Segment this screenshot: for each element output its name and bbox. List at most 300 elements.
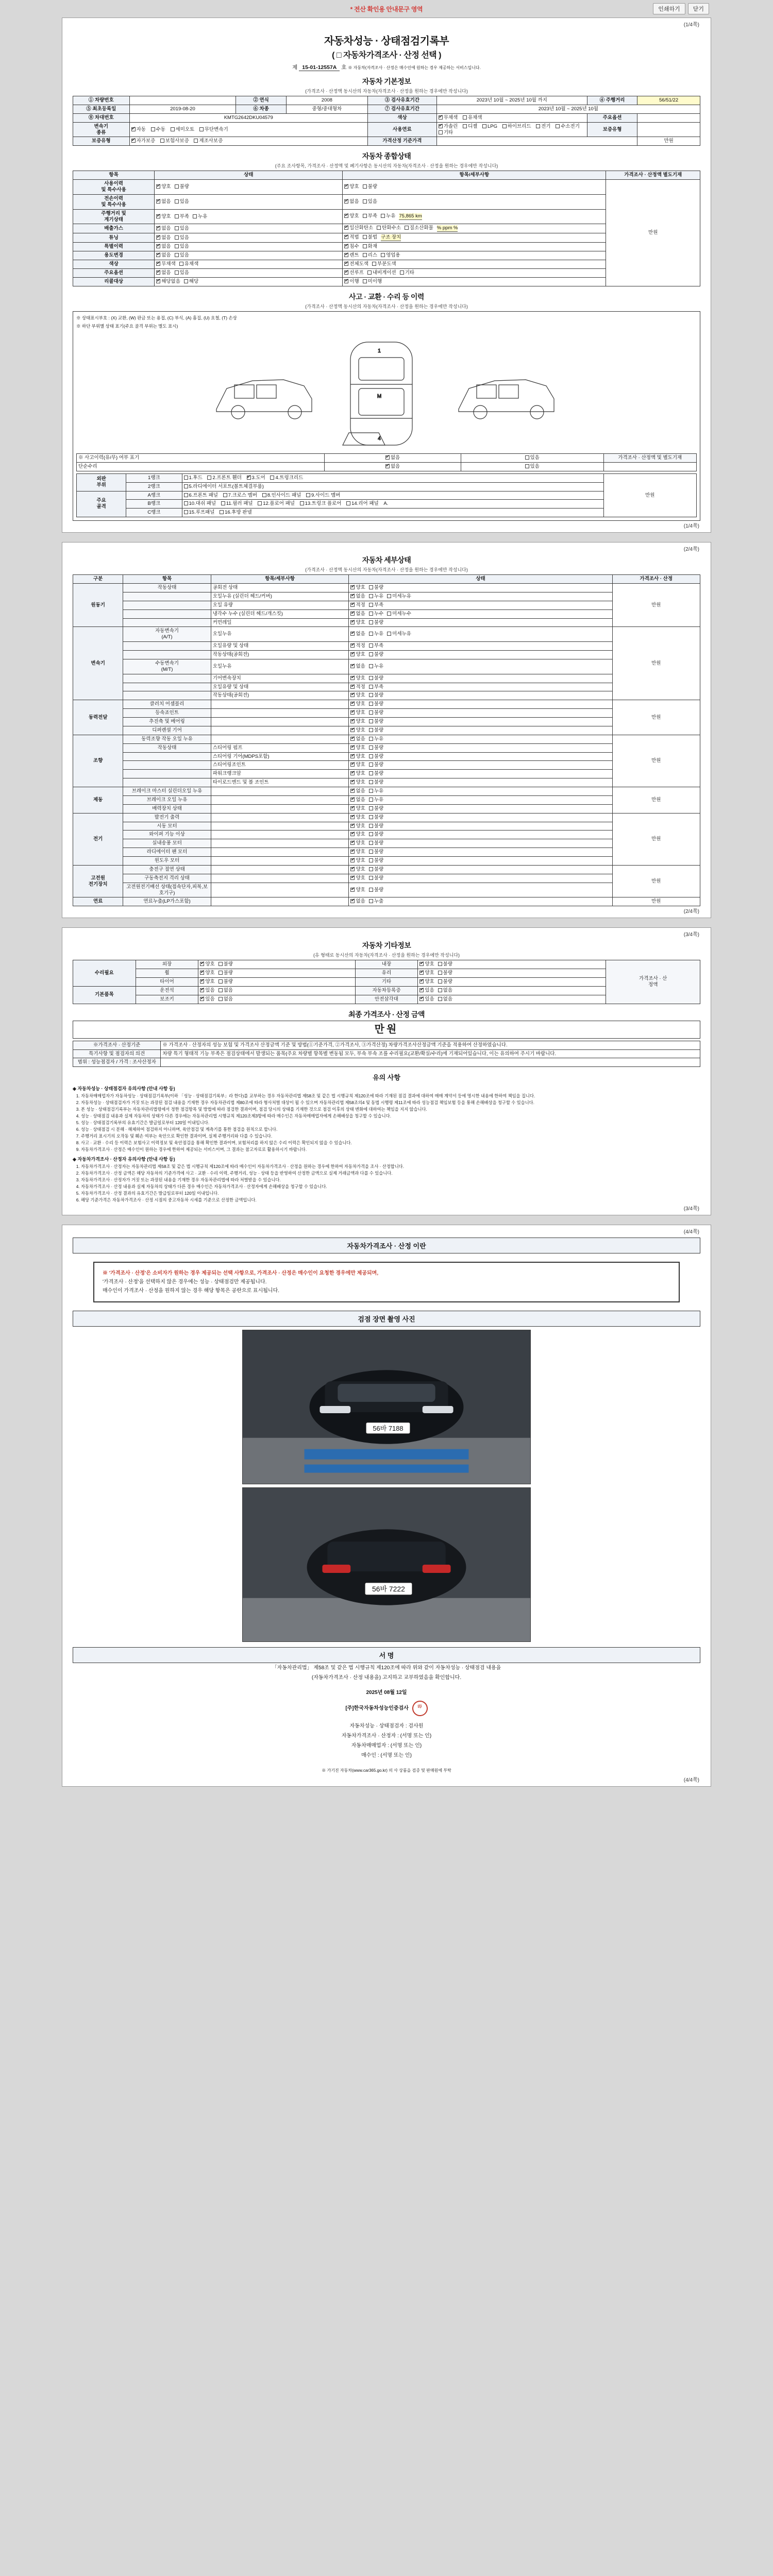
sign-rows — [73, 1721, 700, 1760]
option-item[interactable]: 불량 — [369, 779, 383, 786]
detail-item-sub — [211, 831, 349, 839]
option-item[interactable]: ✔ 없음 — [156, 252, 171, 259]
option-item[interactable]: 미세누유 — [387, 594, 411, 600]
option-item[interactable]: ✔ 양호 — [350, 754, 365, 760]
detail-item-sub: 오일누유 — [211, 627, 349, 642]
doc-no-label: 제 — [292, 64, 298, 71]
print-button[interactable]: 인쇄하기 — [653, 3, 685, 14]
detail-item-sub — [211, 787, 349, 796]
detail-item-options — [349, 601, 612, 609]
signature-block — [73, 1663, 700, 1774]
cell-label: ⑥ 차종 — [236, 105, 286, 113]
option-item[interactable]: 누유 — [369, 736, 383, 742]
table-row — [73, 839, 700, 848]
sign-line-1: 「자동차관리법」 제58조 및 같은 법 시행규칙 제120조에 따라 위와 같이 자동차성능 · 상태점검 내용을 — [272, 1665, 501, 1671]
cell-value — [436, 137, 637, 146]
detail-item-sub — [211, 813, 349, 822]
close-button[interactable]: 닫기 — [688, 3, 709, 14]
option-item[interactable]: ✔ 양호 — [350, 832, 365, 838]
option-item[interactable]: 불량 — [369, 771, 383, 777]
table-row — [73, 718, 700, 726]
cell-value: 2023년 10월 ~ 2025년 10월 — [436, 105, 700, 113]
detail-item-name — [123, 752, 211, 761]
detail-item-options — [349, 883, 612, 897]
page-2 — [62, 542, 711, 918]
sign-company-label: [주]한국자동차성능인증검사 — [345, 1706, 409, 1712]
option-item[interactable]: 불량 — [369, 840, 383, 846]
option-item[interactable]: ✔ 없음 — [350, 797, 365, 803]
option-item[interactable]: 불량 — [369, 832, 383, 838]
rank-items: 5.라디에이터 서포트(볼트체결부품) — [182, 482, 603, 491]
option-item[interactable]: 미이행 — [363, 279, 382, 285]
sign-role: 자동차매매업자 — [351, 1743, 386, 1749]
option-item[interactable]: ✔ 없음 — [350, 594, 365, 600]
final-price-table — [73, 1021, 700, 1039]
sign-row: 자동차가격조사 · 산정자 : (서명 또는 인) — [341, 1733, 432, 1739]
detail-price-cell: 만원 — [612, 700, 700, 735]
notice-item: 1. 자동차매매업자가 자동차성능 · 상태점검기록부(이하 「성능 · 상태점검기록부」라 한다)를 교부하는 경우 자동차관리법 제58조 및 같은 법 시행규칙 제120조에 따라 기재된 점검 결과에 대하여 매매 계약서 등에 명시한 내용에 한하여 책임을 집니다. — [81, 1093, 700, 1099]
option-item[interactable]: ✔ 양호 — [344, 184, 359, 190]
sign-role: 매수인 — [361, 1753, 377, 1759]
section-title-price: 최종 가격조사 · 산정 금액 — [348, 1010, 425, 1019]
option-item[interactable]: ✔ 양호 — [350, 620, 365, 626]
detail-item-sub: 타이로드엔드 및 볼 조인트 — [211, 778, 349, 787]
etc-options: ✔ 양호 불량 — [198, 978, 355, 987]
detail-item-options — [349, 865, 612, 874]
row-state-options — [155, 209, 343, 224]
detail-item-name — [123, 683, 211, 691]
table-row — [73, 609, 700, 618]
row-state-options — [155, 243, 343, 251]
option-item[interactable]: ✔ 침수 — [344, 244, 359, 250]
option-item[interactable]: 불량 — [175, 184, 189, 190]
option-item[interactable]: ✔ 이행 — [344, 279, 359, 285]
option-item[interactable]: 누유 — [369, 664, 383, 670]
sign-footer: ※ 가기진 자동차(www.car365.go.kr) 의 사 상품을 검증 및 판매원에 부탁 — [322, 1768, 451, 1773]
page-mark-2-bottom: (2/4쪽) — [683, 909, 699, 915]
table-row — [77, 454, 697, 463]
cell-label: ③ 검사유효기간 — [367, 96, 436, 105]
detail-group-label: 조향 — [73, 735, 123, 787]
cell-value — [129, 96, 236, 105]
cell-label: 휠 — [136, 969, 198, 978]
cell-value — [637, 113, 700, 122]
detail-group-label: 변속기 — [73, 627, 123, 700]
option-item[interactable]: ✔ 양호 — [344, 213, 359, 219]
table-row — [73, 770, 700, 778]
option-item[interactable]: 기타 — [400, 270, 414, 276]
detail-item-sub — [211, 857, 349, 866]
base-item-label: 기본품목 — [73, 986, 136, 1004]
option-item[interactable]: ✔ 양호 — [350, 858, 365, 864]
detail-group-label: 동력전달 — [73, 700, 123, 735]
option-item[interactable]: 불량 — [369, 849, 383, 855]
option-item[interactable]: 부족 — [369, 684, 383, 690]
row-category: 용도변경 — [73, 251, 155, 260]
table-row — [73, 627, 700, 642]
sign-row: 자동차성능 · 상태점검자 : 검사원 — [349, 1723, 424, 1730]
parts-rank-table — [76, 473, 697, 517]
cell-label: ⑦ 검사유효기간 — [367, 105, 436, 113]
price-method-text: ※ 가격조사 · 산정자의 성능 보험 및 가격조사 산정금액 기준 및 방법(①기준가격, ②가격조사, ③가격산정) 차량가격조사산정금액 기준을 적용하여 산정하였습니다. — [161, 1041, 700, 1049]
detail-item-sub: 오일유량 및 상태 — [211, 642, 349, 651]
option-item[interactable]: ✔ 적법 — [344, 234, 359, 241]
option-item[interactable]: 불량 — [369, 762, 383, 768]
detail-item-name — [123, 651, 211, 659]
option-item[interactable]: ✔ 양호 — [350, 806, 365, 812]
detail-group-label: 연료 — [73, 897, 123, 906]
option-item[interactable]: 불법 — [363, 234, 377, 241]
option-item[interactable]: ✔ 양호 — [350, 585, 365, 591]
option-item[interactable]: 불량 — [369, 620, 383, 626]
detail-item-name — [123, 770, 211, 778]
rank-label: A랭크 — [126, 491, 182, 500]
detail-item-options — [349, 804, 612, 813]
table-row — [73, 1049, 700, 1058]
detail-group-label: 원동기 — [73, 584, 123, 627]
option-item[interactable]: ✔ 양호 — [350, 762, 365, 768]
option-item[interactable]: ✔ 양호 — [350, 692, 365, 699]
detail-item-sub — [211, 795, 349, 804]
cell-value: 2023년 10월 ~ 2025년 10월 까지 — [436, 96, 587, 105]
doc-no-value: 15-01-12557A — [299, 64, 340, 71]
cell-label-option: 주요옵션 — [587, 113, 637, 122]
option-item[interactable]: 있음 — [363, 199, 377, 205]
detail-item-name: 라디에이터 팬 모터 — [123, 848, 211, 857]
option-item[interactable]: 불량 — [369, 887, 383, 893]
page-mark-1: (1/4쪽) — [683, 22, 699, 28]
table-row — [73, 857, 700, 866]
option-item[interactable]: 있음 — [175, 252, 189, 259]
cell-label-trans: 변속기 종류 — [73, 122, 130, 137]
rank-label: B랭크 — [126, 500, 182, 509]
detail-item-options — [349, 618, 612, 627]
detail-item-sub: 기어변속장치 — [211, 674, 349, 683]
table-row — [73, 1058, 700, 1067]
table-row — [77, 462, 697, 471]
option-item[interactable]: 미세누수 — [387, 611, 411, 617]
option-item[interactable]: ✔ 양호 — [350, 867, 365, 873]
notice-item: 3. 본 성능 · 상태점검기록부는 자동차관리법령에서 정한 점검항목 및 방법에 따라 점검한 결과이며, 점검 당시의 상태를 기재한 것으로 점검 이후의 상태 변화에 대하여는 책임을 지지 않습니다. — [81, 1106, 700, 1112]
table-row — [73, 618, 700, 627]
option-item[interactable]: ✔ 양호 — [350, 710, 365, 716]
etc-price-label: 가격조사 · 산 정액 — [606, 960, 700, 1004]
detail-item-sub — [211, 839, 349, 848]
table-row — [77, 473, 697, 482]
detail-item-options — [349, 609, 612, 618]
option-item[interactable]: 화재 — [363, 244, 377, 250]
option-item[interactable]: 불량 — [369, 745, 383, 751]
option-item[interactable]: ✔ 양호 — [350, 745, 365, 751]
notice-list-performance — [73, 1093, 700, 1153]
option-item[interactable]: 누출 — [369, 899, 383, 905]
notice-list-price — [73, 1163, 700, 1203]
table-row — [73, 960, 700, 969]
page-title: 자동차성능 · 상태점검기록부 — [324, 36, 449, 47]
cell-unit: 만원 — [637, 137, 700, 146]
option-item[interactable]: 불량 — [369, 754, 383, 760]
detail-item-options — [349, 795, 612, 804]
accident-diagram-block — [73, 311, 700, 521]
sign-value: 검사원 — [408, 1723, 424, 1730]
etc-options: ✔ 양호 불량 — [418, 960, 606, 969]
row-category: 튜닝 — [73, 233, 155, 243]
table-row — [73, 761, 700, 770]
detail-price-cell: 만원 — [612, 787, 700, 814]
detail-item-options — [349, 752, 612, 761]
detail-item-sub — [211, 865, 349, 874]
option-item[interactable]: ✔ 렌트 — [344, 252, 359, 259]
notice-item: 6. 성능 · 상태점검 시 분해 · 해체하여 점검하지 아니하며, 육안점검 및 계측기를 통한 점검을 원칙으로 합니다. — [81, 1126, 700, 1132]
option-item[interactable]: ✔ 양호 — [350, 771, 365, 777]
detail-item-name — [123, 618, 211, 627]
option-item[interactable]: 불량 — [369, 858, 383, 864]
row-category: 전손이력 및 특수사용 — [73, 194, 155, 209]
option-item[interactable]: ✔ 없음 — [350, 736, 365, 742]
table-header-row — [73, 171, 700, 180]
detail-item-name: 브레이크 오일 누유 — [123, 795, 211, 804]
option-item[interactable]: ✔ 없음 — [350, 664, 365, 670]
detail-item-sub — [211, 700, 349, 709]
col-header: 항목/세부사항 — [211, 575, 349, 584]
option-item[interactable]: ✔ 양호 — [350, 652, 365, 658]
option-item[interactable]: ✔ 없음 — [156, 235, 171, 241]
sign-value: (서명 또는 인) — [380, 1753, 412, 1759]
detail-item-options — [349, 743, 612, 752]
option-item[interactable]: ✔ 없음 — [350, 631, 365, 637]
option-item[interactable]: ✔ 양호 — [350, 779, 365, 786]
table-row — [73, 584, 700, 592]
option-item[interactable]: ✔ 양호 — [350, 727, 365, 734]
table-header-row — [73, 575, 700, 584]
option-item[interactable]: ✔ 양호 — [350, 815, 365, 821]
option-item[interactable]: ✔ 적정 — [350, 602, 365, 608]
detail-item-options — [349, 718, 612, 726]
seal-stamp-icon: 印 — [411, 1700, 429, 1718]
table-row — [73, 831, 700, 839]
option-item[interactable]: 미세누유 — [387, 631, 411, 637]
special-note-text: 차량 특기 형태적 기능 부족은 점검상태에서 발생되는 품목(주요 차량별 항목별 변동됨 모두, 부속 부속 조를 수리필요(교환/확실/수리)에 기재되어있습니다, 이는 유의하여 주시기 바랍니다. — [161, 1049, 700, 1058]
cell-label-color: 색상 — [367, 113, 436, 122]
detail-item-options — [349, 683, 612, 691]
detail-item-name: 동력조향 작동 오일 누유 — [123, 735, 211, 743]
option-item[interactable]: ✔ 없음 — [350, 899, 365, 905]
option-item[interactable]: 불량 — [369, 823, 383, 829]
detail-item-name: 디퍼렌셜 기어 — [123, 726, 211, 735]
option-item[interactable]: 있음 — [175, 199, 189, 205]
detail-item-options — [349, 761, 612, 770]
svg-text:56바 7222: 56바 7222 — [372, 1585, 405, 1594]
overall-rows — [73, 180, 700, 286]
detail-item-name: 브레이크 마스터 실린더오일 누유 — [123, 787, 211, 796]
option-item[interactable]: 누유 — [369, 594, 383, 600]
notice-title: 유의 사항 — [373, 1074, 400, 1082]
option-item[interactable]: 탄화수소 — [377, 225, 401, 231]
cell-label: ② 연식 — [236, 96, 286, 105]
accident-summary-table — [76, 453, 697, 471]
detail-item-sub — [211, 822, 349, 831]
row-detail-options — [343, 233, 606, 243]
option-item[interactable]: ✔없음 — [156, 199, 171, 205]
doc-no-desc: ※ 자동차(자격조사 · 산정은 매수인에 원하는 경우 제공하는 서비스입니다. — [348, 65, 481, 70]
cell-label-standard: 가격산정 기준가격 — [367, 137, 436, 146]
simple-price — [603, 462, 696, 471]
option-item[interactable]: ✔ 없음 — [350, 611, 365, 617]
option-item[interactable]: ✔ 무채색 — [156, 261, 176, 267]
notice-item: 1. 자동차가격조사 · 산정자는 자동차관리법 제58조 및 같은 법 시행규칙 제120조에 따라 매수인이 자동차가격조사 · 산정을 원하는 경우에 한하여 자동차가격을 조사 · 산정합니다. — [81, 1163, 700, 1170]
option-item[interactable]: 영업용 — [381, 252, 400, 259]
detail-price-cell: 만원 — [612, 627, 700, 700]
detail-item-sub: 커먼레일 — [211, 618, 349, 627]
option-item[interactable]: ✔ 없음 — [156, 244, 171, 250]
table-row — [73, 113, 700, 122]
option-item[interactable]: 불량 — [369, 719, 383, 725]
ext-label: 외판 부위 — [77, 473, 126, 491]
price-amount: 만원 — [374, 1023, 399, 1035]
option-item[interactable]: ✔양호 — [156, 184, 171, 190]
option-item[interactable]: ✔ 양호 — [350, 875, 365, 882]
option-item[interactable]: 누유 — [369, 797, 383, 803]
detail-item-name: 구동축전지 격리 상태 — [123, 874, 211, 883]
detail-item-name: 발전기 출력 — [123, 813, 211, 822]
option-item[interactable]: ✔ 양호 — [350, 675, 365, 682]
col-header: 가격조사 · 산정 — [612, 575, 700, 584]
option-item[interactable]: 누수 — [369, 611, 383, 617]
photo-section-title: 검점 장면 촬영 사진 — [73, 1311, 700, 1327]
cell-label-warranty2: 보증유형 — [73, 137, 130, 146]
row-note: 75,865 km — [399, 213, 422, 219]
detail-item-sub — [211, 804, 349, 813]
sign-date: 2025년 08월 12일 — [366, 1690, 407, 1696]
car-diagram — [76, 332, 697, 450]
etc-options: ✔ 양호 불량 — [418, 969, 606, 978]
option-item[interactable]: ✔양호 — [156, 214, 171, 220]
option-item[interactable]: 있음 — [175, 226, 189, 232]
overall-state-table — [73, 171, 700, 286]
option-item[interactable]: ✔ 적정 — [350, 643, 365, 649]
option-item[interactable]: ✔ 양호 — [350, 840, 365, 846]
detail-price-cell: 만원 — [612, 865, 700, 897]
option-item[interactable]: ✔ 양호 — [350, 823, 365, 829]
page-mark-1-bottom: (1/4쪽) — [683, 523, 699, 530]
option-item[interactable]: 불량 — [369, 701, 383, 707]
option-item[interactable]: 누유 — [369, 788, 383, 794]
option-item[interactable]: ✔ 해당없음 — [156, 279, 180, 285]
option-item[interactable]: 불량 — [369, 815, 383, 821]
option-item[interactable]: ✔ 없음 — [156, 270, 171, 276]
option-item[interactable]: ✔ 양호 — [350, 719, 365, 725]
option-item[interactable]: 불량 — [369, 675, 383, 682]
notice-head-2: ◈ 자동차가격조사 · 산정자 유의사항 (안내 사항 등) — [73, 1157, 175, 1162]
row-detail-options — [343, 277, 606, 286]
option-item[interactable]: 불량 — [369, 585, 383, 591]
price-definition-title: 자동차가격조사 · 산정 이란 — [73, 1238, 700, 1253]
option-item[interactable]: 불량 — [369, 806, 383, 812]
option-item[interactable]: 불량 — [369, 710, 383, 716]
option-item[interactable]: 누유 — [381, 213, 395, 219]
notice-item: 5. 성능 · 상태점검기록부의 유효기간은 발급일로부터 120일 이내입니다. — [81, 1120, 700, 1126]
option-item[interactable]: 유채색 — [179, 261, 199, 267]
page-subtitle: ( □ 자동차가격조사 · 산정 선택 ) — [332, 51, 441, 60]
option-item[interactable]: 부분도색 — [372, 261, 396, 267]
option-item[interactable]: ✔ 없음 — [350, 788, 365, 794]
option-item[interactable]: 불량 — [369, 692, 383, 699]
option-item[interactable]: 부족 — [369, 602, 383, 608]
section-title-detail: 자동차 세부상태 — [362, 556, 411, 565]
option-item[interactable]: ✔ 양호 — [350, 849, 365, 855]
svg-text:56바 7188: 56바 7188 — [373, 1425, 404, 1433]
table-row — [73, 874, 700, 883]
detail-item-name: 수동변속기 (M/T) — [123, 659, 211, 674]
detail-item-name: 배력장치 상태 — [123, 804, 211, 813]
overall-price-cell: 만원 — [606, 180, 700, 286]
photo-rear-svg — [243, 1487, 530, 1642]
option-item[interactable]: ✔ 없음 — [344, 199, 359, 205]
detail-item-name — [123, 761, 211, 770]
option-item[interactable]: ✔ 양호 — [350, 701, 365, 707]
etc-info-table — [73, 960, 700, 1004]
option-item[interactable]: 누유 — [193, 214, 207, 220]
detail-item-sub — [211, 897, 349, 906]
detail-group-label: 제동 — [73, 787, 123, 814]
table-row — [73, 137, 700, 146]
option-item[interactable]: ✔양호 — [350, 887, 365, 893]
cell-label: 운전석 — [136, 986, 198, 995]
car-diagram-svg — [206, 332, 567, 450]
sign-row: 자동차매매업자 : (서명 또는 인) — [351, 1743, 422, 1749]
option-item[interactable]: 불량 — [369, 727, 383, 734]
detail-price-cell: 만원 — [612, 584, 700, 627]
detail-price-cell: 만원 — [612, 813, 700, 865]
table-row — [73, 659, 700, 674]
option-item[interactable]: 있음 — [175, 235, 189, 241]
option-item[interactable]: 부족 — [369, 643, 383, 649]
option-item[interactable]: 부족 — [363, 213, 377, 219]
option-item[interactable]: ✔ 없음 — [156, 226, 171, 232]
cell-value: KMTG2642DKU04579 — [129, 113, 367, 122]
etc-options: ✔ 있음 없음 — [418, 995, 606, 1004]
option-item[interactable]: 부족 — [175, 214, 189, 220]
option-item[interactable]: 불량 — [369, 652, 383, 658]
section-note-basic: (가격조사 · 산정액 동시산의 자동차(자격조사 · 산정을 원하는 경우에만 작성니다) — [305, 89, 468, 94]
option-item[interactable]: 내비게이션 — [367, 270, 396, 276]
option-item[interactable]: 불량 — [369, 867, 383, 873]
signature-section-title: 서 명 — [73, 1647, 700, 1663]
option-item[interactable]: 누유 — [369, 631, 383, 637]
sign-value: (서명 또는 인) — [400, 1733, 432, 1739]
option-item[interactable]: ✔ 적정 — [350, 684, 365, 690]
fuel-options: ✔가솔린 디젤 LPG 하이브리드 전기 수소전기 기타 — [436, 122, 587, 137]
detail-item-options — [349, 674, 612, 683]
option-item[interactable]: ✔ 전체도색 — [344, 261, 368, 267]
option-item[interactable]: 불량 — [363, 184, 377, 190]
option-item[interactable]: 질소산화물 — [405, 225, 433, 231]
option-item[interactable]: 해당 — [184, 279, 198, 285]
option-item[interactable]: 리스 — [363, 252, 377, 259]
option-item[interactable]: 있음 — [175, 270, 189, 276]
diagram-note-1: ※ 상태표시부호 : (X) 교환, (W) 판금 또는 용접, (C) 부식, (A) 흠집, (U) 요철, (T) 손상 — [76, 315, 237, 320]
option-item[interactable]: 있음 — [175, 244, 189, 250]
frame-label: 주요 골격 — [77, 491, 126, 517]
table-row — [73, 592, 700, 601]
detail-item-options — [349, 700, 612, 709]
option-item[interactable]: ✔ 일산화탄소 — [344, 225, 373, 231]
detail-item-name: 충전구 절연 상태 — [123, 865, 211, 874]
option-item[interactable]: 불량 — [369, 875, 383, 882]
option-item[interactable]: ✔ 선루프 — [344, 270, 364, 276]
row-state-options — [155, 224, 343, 233]
etc-options: ✔ 양호 불량 — [418, 978, 606, 987]
